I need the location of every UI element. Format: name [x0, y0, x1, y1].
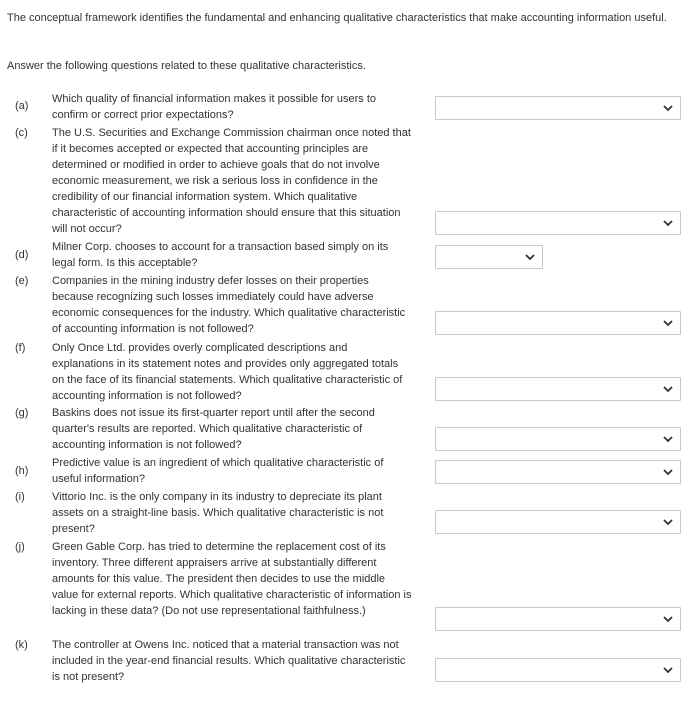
- instructions-text: Answer the following questions related to these qualitative characteristics.: [7, 60, 366, 72]
- question-e-text: Companies in the mining industry defer losses on their properties because recognizing such losses immediately could have adverse economic consequences for the industry. Which qualitative characteristic of accounting information is not followed?: [52, 275, 406, 335]
- chevron-down-icon: [663, 220, 673, 227]
- question-c-label: (c): [15, 127, 28, 139]
- question-a-dropdown[interactable]: [435, 96, 681, 120]
- question-a-text: Which quality of financial information makes it possible for users to confirm or correct prior expectations?: [52, 93, 377, 121]
- question-j-label: (j): [15, 541, 25, 553]
- chevron-down-icon: [663, 436, 673, 443]
- question-d-dropdown[interactable]: [435, 245, 543, 269]
- question-j-text: Green Gable Corp. has tried to determine the replacement cost of its inventory. Three different appraisers arrive at substantially different amounts for this value. The president then decides to use the middle value for external reports. Which qualitative characteristic of information is lacking in these data? (Do not use representational faithfulness.): [52, 541, 412, 617]
- question-c-dropdown[interactable]: [435, 211, 681, 235]
- question-g-label: (g): [15, 407, 29, 419]
- question-d-label: (d): [15, 249, 29, 261]
- chevron-down-icon: [663, 469, 673, 476]
- question-d-text: Milner Corp. chooses to account for a transaction based simply on its legal form. Is this acceptable?: [52, 241, 389, 269]
- question-e-label: (e): [15, 275, 29, 287]
- question-h-dropdown[interactable]: [435, 460, 681, 484]
- chevron-down-icon: [663, 105, 673, 112]
- question-h-label: (h): [15, 465, 29, 477]
- question-f-text: Only Once Ltd. provides overly complicated descriptions and explanations in its statement notes and provides only aggregated totals on the face of its financial statements. Which qualitative characteristic of accounting information is not followed?: [52, 342, 403, 402]
- question-j-dropdown[interactable]: [435, 607, 681, 631]
- chevron-down-icon: [663, 616, 673, 623]
- question-f-dropdown[interactable]: [435, 377, 681, 401]
- question-e-dropdown[interactable]: [435, 311, 681, 335]
- question-a-label: (a): [15, 100, 29, 112]
- question-i-dropdown[interactable]: [435, 510, 681, 534]
- question-c-text: The U.S. Securities and Exchange Commission chairman once noted that if it becomes accepted or expected that accounting principles are determined or modified in order to achieve goals that do not involve economic measurement, we risk a serious loss in confidence in the credibility of our financial information system. Which qualitative characteristic of accounting information should ensure that this situation will not occur?: [52, 127, 411, 235]
- question-i-label: (i): [15, 491, 25, 503]
- question-k-label: (k): [15, 639, 28, 651]
- chevron-down-icon: [525, 254, 535, 261]
- question-h-text: Predictive value is an ingredient of which qualitative characteristic of useful information?: [52, 457, 384, 485]
- question-f-label: (f): [15, 342, 26, 354]
- chevron-down-icon: [663, 386, 673, 393]
- question-k-text: The controller at Owens Inc. noticed that a material transaction was not included in the year-end financial results. Which qualitative characteristic is not present?: [52, 639, 406, 683]
- intro-text: The conceptual framework identifies the fundamental and enhancing qualitative characteristics that make accounting information useful.: [7, 12, 667, 24]
- question-k-dropdown[interactable]: [435, 658, 681, 682]
- chevron-down-icon: [663, 320, 673, 327]
- question-g-dropdown[interactable]: [435, 427, 681, 451]
- question-i-text: Vittorio Inc. is the only company in its industry to depreciate its plant assets on a straight-line basis. Which qualitative characteristic is not present?: [52, 491, 384, 535]
- question-g-text: Baskins does not issue its first-quarter report until after the second quarter's results are reported. Which qualitative characteristic of accounting information is not followed?: [52, 407, 375, 451]
- chevron-down-icon: [663, 667, 673, 674]
- chevron-down-icon: [663, 519, 673, 526]
